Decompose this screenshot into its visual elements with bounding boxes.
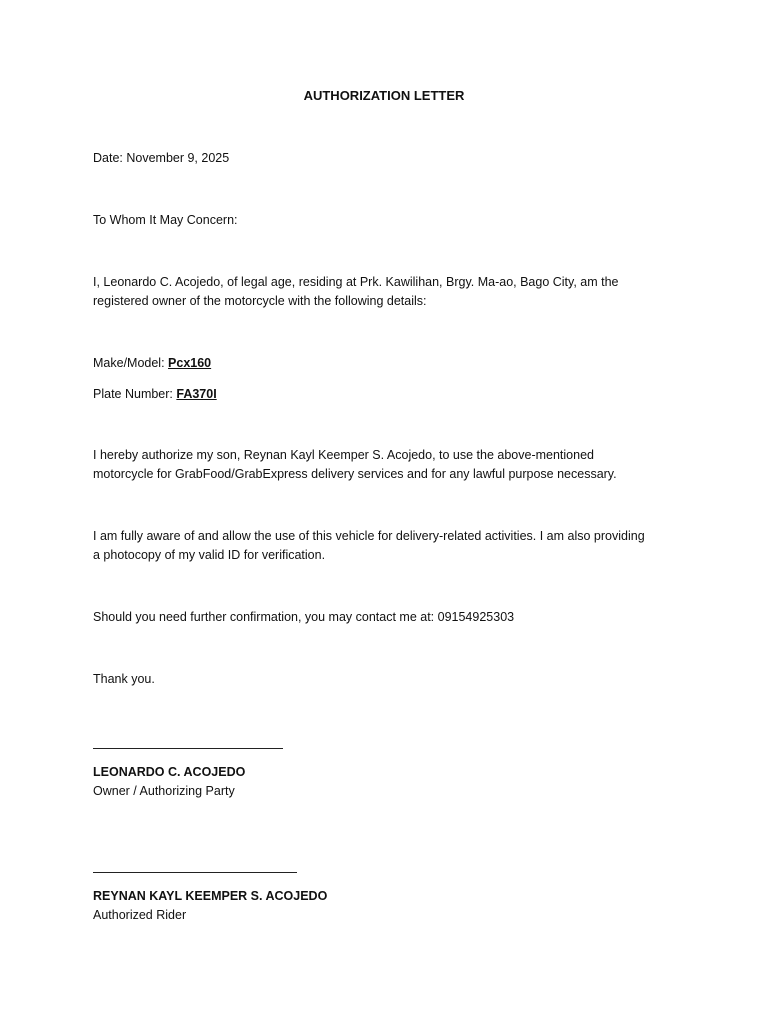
intro-line-2: registered owner of the motorcycle with the following details: <box>93 294 427 308</box>
make-model-value: Pcx160 <box>168 356 212 370</box>
date-line: Date: November 9, 2025 <box>93 151 230 165</box>
aware-line-2: a photocopy of my valid ID for verification. <box>93 548 326 562</box>
salutation: To Whom It May Concern: <box>93 213 238 227</box>
aware-line-1: I am fully aware of and allow the use of this vehicle for delivery-related activities. I am also providing <box>93 529 645 543</box>
signature-line-1 <box>93 748 283 749</box>
plate-number-row <box>93 387 217 401</box>
intro-line-1: I, Leonardo C. Acojedo, of legal age, residing at Prk. Kawilihan, Brgy. Ma-ao, Bago City, am the <box>93 275 619 289</box>
authorize-line-1: I hereby authorize my son, Reynan Kayl Keemper S. Acojedo, to use the above-mentioned <box>93 448 594 462</box>
authorize-line-2: motorcycle for GrabFood/GrabExpress delivery services and for any lawful purpose necessary. <box>93 467 617 481</box>
signatory-1-role: Owner / Authorizing Party <box>93 784 235 798</box>
signature-line-2 <box>93 872 297 873</box>
signatory-2-role: Authorized Rider <box>93 908 187 922</box>
signatory-2-name: REYNAN KAYL KEEMPER S. ACOJEDO <box>93 889 328 903</box>
make-model-row <box>93 356 211 370</box>
plate-number-label: Plate Number: <box>93 387 177 401</box>
signatory-1-name: LEONARDO C. ACOJEDO <box>93 765 246 779</box>
closing: Thank you. <box>93 672 155 686</box>
make-model-label: Make/Model: <box>93 356 169 370</box>
letter-title: AUTHORIZATION LETTER <box>303 88 465 103</box>
plate-number-value: FA370I <box>176 387 217 401</box>
contact-line: Should you need further confirmation, you may contact me at: 09154925303 <box>93 610 515 624</box>
